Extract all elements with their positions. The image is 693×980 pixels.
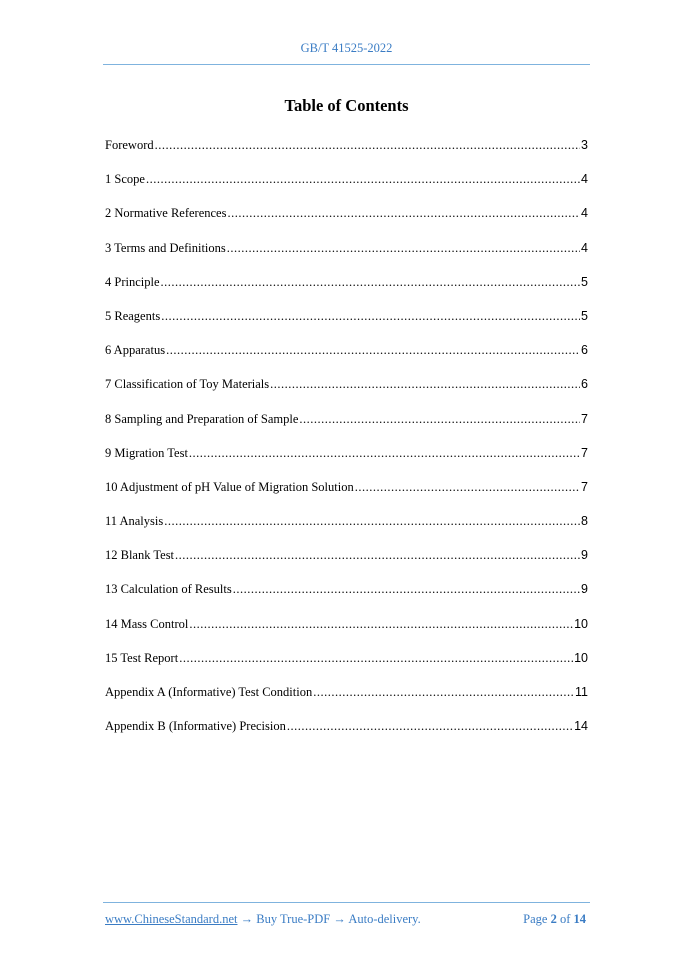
toc-dot-leader bbox=[179, 648, 573, 668]
standard-code: GB/T 41525-2022 bbox=[300, 41, 393, 55]
toc-entry-label: 12 Blank Test bbox=[105, 548, 175, 563]
toc-entry-page: 14 bbox=[574, 719, 588, 734]
toc-dot-leader bbox=[164, 511, 580, 531]
total-page-number: 14 bbox=[573, 912, 586, 926]
toc-entry-sampling-and-preparation[interactable] bbox=[105, 409, 588, 443]
table-of-contents bbox=[105, 135, 588, 750]
toc-dot-leader bbox=[227, 238, 580, 258]
toc-entry-page: 7 bbox=[581, 445, 588, 460]
toc-entry-calculation-of-results[interactable] bbox=[105, 579, 588, 613]
of-label: of bbox=[559, 912, 571, 926]
toc-entry-page: 4 bbox=[581, 206, 588, 221]
toc-entry-label: 4 Principle bbox=[105, 274, 160, 289]
toc-entry-scope[interactable] bbox=[105, 169, 588, 203]
toc-entry-appendix-b[interactable] bbox=[105, 716, 588, 750]
toc-entry-page: 3 bbox=[581, 138, 588, 152]
toc-dot-leader bbox=[270, 374, 580, 394]
toc-entry-principle[interactable] bbox=[105, 272, 588, 306]
toc-entry-label: 9 Migration Test bbox=[105, 445, 188, 460]
toc-entry-analysis[interactable] bbox=[105, 511, 588, 545]
toc-entry-page: 6 bbox=[581, 343, 588, 358]
auto-delivery-text: Auto-delivery. bbox=[348, 912, 421, 926]
toc-entry-page: 4 bbox=[581, 240, 588, 255]
toc-dot-leader bbox=[155, 135, 580, 155]
toc-entry-label: 7 Classification of Toy Materials bbox=[105, 377, 270, 392]
toc-dot-leader bbox=[227, 203, 580, 223]
toc-entry-page: 8 bbox=[581, 514, 588, 529]
toc-entry-page: 9 bbox=[581, 548, 588, 563]
toc-dot-leader bbox=[299, 409, 580, 429]
toc-dot-leader bbox=[287, 716, 573, 736]
toc-entry-normative-references[interactable] bbox=[105, 203, 588, 237]
toc-entry-page: 4 bbox=[581, 172, 588, 187]
toc-entry-page: 5 bbox=[581, 308, 588, 323]
toc-entry-page: 10 bbox=[574, 616, 588, 631]
toc-entry-classification-of-toy-materials[interactable] bbox=[105, 374, 588, 408]
toc-entry-page: 7 bbox=[581, 411, 588, 426]
page-footer bbox=[105, 912, 586, 927]
arrow-right-icon: → bbox=[333, 912, 346, 926]
toc-entry-page: 11 bbox=[575, 685, 588, 699]
toc-entry-page: 7 bbox=[581, 479, 588, 494]
toc-entry-test-report[interactable] bbox=[105, 648, 588, 682]
toc-entry-foreword[interactable] bbox=[105, 135, 588, 169]
chinesestandard-link[interactable]: www.ChineseStandard.net bbox=[105, 912, 238, 926]
toc-entry-label: 11 Analysis bbox=[105, 514, 164, 529]
buy-true-pdf-text: Buy True-PDF bbox=[256, 912, 331, 926]
page-header bbox=[0, 41, 693, 56]
toc-entry-label: Appendix B (Informative) Precision bbox=[105, 719, 286, 734]
toc-entry-page: 10 bbox=[574, 650, 588, 665]
current-page-number: 2 bbox=[550, 912, 557, 926]
arrow-right-icon: → bbox=[240, 912, 254, 926]
toc-dot-leader bbox=[146, 169, 580, 189]
toc-entry-label: Foreword bbox=[105, 138, 154, 152]
toc-entry-page: 5 bbox=[581, 274, 588, 289]
toc-dot-leader bbox=[313, 682, 574, 702]
toc-entry-label: 1 Scope bbox=[105, 172, 145, 187]
toc-entry-page: 6 bbox=[581, 377, 588, 392]
page-label: Page bbox=[523, 912, 548, 926]
page-title: Table of Contents bbox=[284, 96, 409, 115]
toc-entry-reagents[interactable] bbox=[105, 306, 588, 340]
toc-entry-label: 5 Reagents bbox=[105, 308, 161, 323]
toc-entry-label: 13 Calculation of Results bbox=[105, 582, 232, 597]
toc-entry-label: 2 Normative References bbox=[105, 206, 227, 221]
toc-entry-label: Appendix A (Informative) Test Condition bbox=[105, 685, 313, 699]
toc-entry-mass-control[interactable] bbox=[105, 614, 588, 648]
toc-entry-label: 8 Sampling and Preparation of Sample bbox=[105, 411, 299, 426]
toc-entry-migration-test[interactable] bbox=[105, 443, 588, 477]
footer-divider bbox=[103, 902, 590, 903]
toc-dot-leader bbox=[161, 272, 581, 292]
toc-entry-terms-and-definitions[interactable] bbox=[105, 238, 588, 272]
toc-dot-leader bbox=[233, 579, 580, 599]
toc-entry-ph-adjustment[interactable] bbox=[105, 477, 588, 511]
toc-entry-blank-test[interactable] bbox=[105, 545, 588, 579]
toc-entry-apparatus[interactable] bbox=[105, 340, 588, 374]
toc-entry-label: 14 Mass Control bbox=[105, 616, 189, 631]
header-divider bbox=[103, 64, 590, 65]
toc-dot-leader bbox=[189, 614, 573, 634]
page-indicator bbox=[523, 912, 586, 927]
toc-entry-label: 10 Adjustment of pH Value of Migration Solution bbox=[105, 479, 354, 494]
toc-entry-label: 3 Terms and Definitions bbox=[105, 240, 226, 255]
toc-dot-leader bbox=[189, 443, 580, 463]
toc-dot-leader bbox=[355, 477, 580, 497]
toc-entry-appendix-a[interactable] bbox=[105, 682, 588, 716]
footer-promo bbox=[105, 912, 421, 927]
toc-dot-leader bbox=[175, 545, 580, 565]
toc-entry-page: 9 bbox=[581, 582, 588, 597]
toc-entry-label: 15 Test Report bbox=[105, 650, 179, 665]
toc-dot-leader bbox=[161, 306, 580, 326]
toc-entry-label: 6 Apparatus bbox=[105, 343, 166, 358]
toc-dot-leader bbox=[166, 340, 580, 360]
